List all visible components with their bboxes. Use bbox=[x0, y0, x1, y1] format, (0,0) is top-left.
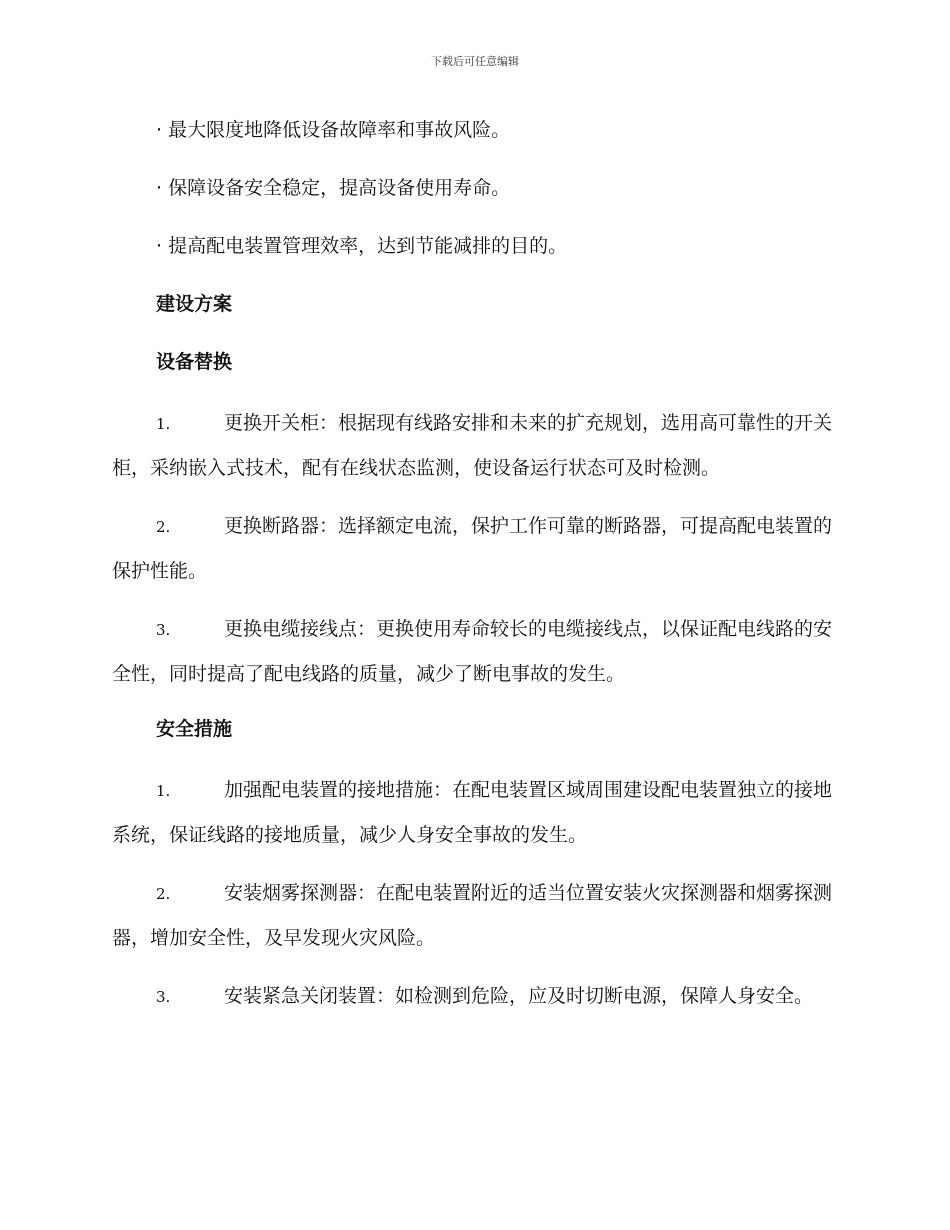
item-number: 3. bbox=[156, 988, 171, 1006]
main-heading: 建设方案 bbox=[156, 293, 233, 315]
bullet-item: · 最大限度地降低设备故障率和事故风险。 bbox=[156, 119, 511, 141]
list-item bbox=[112, 871, 832, 960]
list-item bbox=[112, 974, 832, 1019]
section-heading-equipment: 设备替换 bbox=[156, 351, 233, 373]
item-text: 安装紧急关闭装置：如检测到危险，应及时切断电源，保障人身安全。 bbox=[224, 985, 814, 1007]
item-number: 2. bbox=[156, 518, 171, 536]
item-number: 2. bbox=[156, 885, 171, 903]
bullet-item: · 保障设备安全稳定，提高设备使用寿命。 bbox=[156, 177, 511, 199]
list-item bbox=[112, 504, 832, 593]
item-number: 1. bbox=[156, 782, 171, 800]
item-text: 更换断路器：选择额定电流，保护工作可靠的断路器，可提高配电装置的保护性能。 bbox=[112, 515, 833, 582]
list-item bbox=[112, 768, 832, 857]
item-text: 更换开关柜：根据现有线路安排和未来的扩充规划，选用高可靠性的开关柜，采纳嵌入式技术，配有在线状态监测，使设备运行状态可及时检测。 bbox=[112, 412, 833, 479]
document-body bbox=[112, 111, 832, 1033]
list-item bbox=[112, 401, 832, 490]
item-number: 1. bbox=[156, 415, 171, 433]
item-number: 3. bbox=[156, 621, 171, 639]
item-text: 更换电缆接线点：更换使用寿命较长的电缆接线点，以保证配电线路的安全性，同时提高了配电线路的质量，减少了断电事故的发生。 bbox=[112, 618, 833, 685]
item-text: 安装烟雾探测器：在配电装置附近的适当位置安装火灾探测器和烟雾探测器，增加安全性，及早发现火灾风险。 bbox=[112, 882, 833, 949]
bullet-item: · 提高配电装置管理效率，达到节能减排的目的。 bbox=[156, 235, 568, 257]
item-text: 加强配电装置的接地措施：在配电装置区域周围建设配电装置独立的接地系统，保证线路的接地质量，减少人身安全事故的发生。 bbox=[112, 779, 833, 846]
header-note: 下载后可任意编辑 bbox=[431, 55, 519, 68]
section-heading-safety: 安全措施 bbox=[156, 718, 233, 740]
list-item bbox=[112, 607, 832, 696]
